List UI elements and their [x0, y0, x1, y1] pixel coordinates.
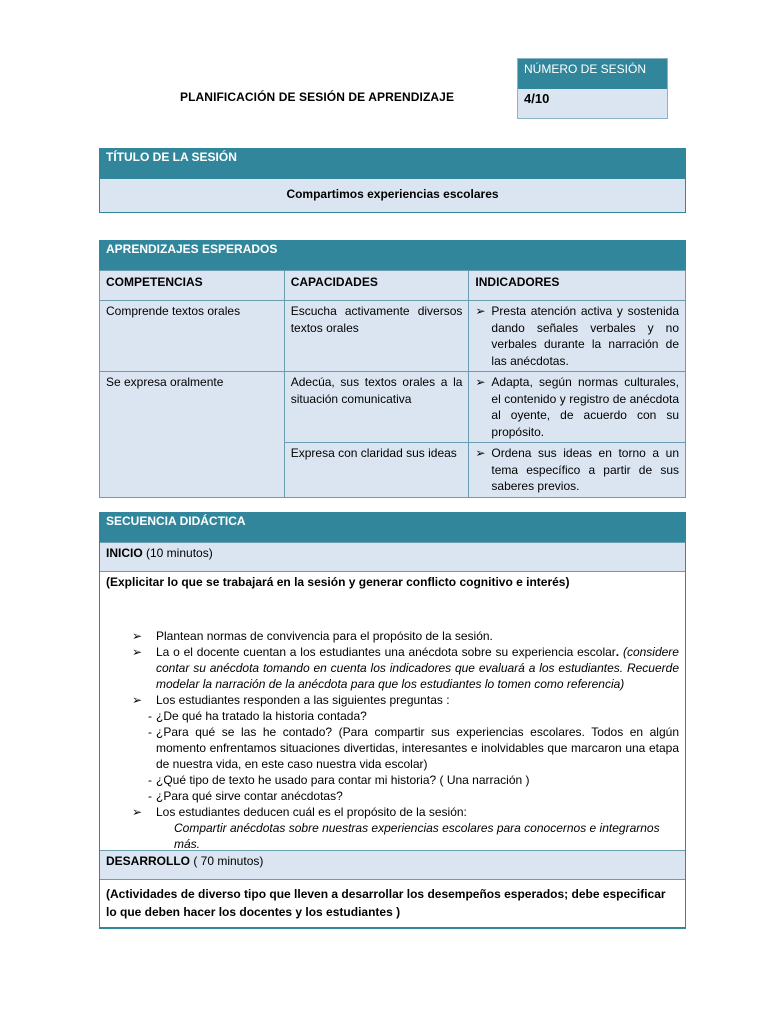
column-header-indicadores: INDICADORES	[469, 271, 686, 301]
session-title-section	[99, 148, 686, 213]
column-header-competencias: COMPETENCIAS	[100, 271, 285, 301]
inicio-label: INICIO	[106, 546, 143, 560]
arrow-bullet-icon: ➢	[475, 446, 486, 460]
document-title: PLANIFICACIÓN DE SESIÓN DE APRENDIZAJE	[180, 90, 455, 104]
question-item: - ¿Para qué se las he contado? (Para compartir sus experiencias escolares. Todos en algún momento enfrentamos situaciones divertidas, interesantes e inolvidables que marcaron una etapa de nuestra vida, en este caso nuestra vida escolar)	[148, 725, 679, 771]
session-title-header: TÍTULO DE LA SESIÓN	[100, 149, 685, 179]
arrow-bullet-icon: ➢	[132, 805, 143, 819]
arrow-bullet-icon: ➢	[475, 375, 486, 389]
table-row	[100, 301, 686, 372]
list-item: ➢ Plantean normas de convivencia para el propósito de la sesión.	[132, 629, 493, 643]
expected-learning-table	[99, 270, 686, 498]
arrow-bullet-icon: ➢	[132, 693, 143, 707]
capacidad-cell: Escucha activamente diversos textos orales	[284, 301, 469, 372]
expected-learning-section	[99, 240, 686, 498]
indicador-cell: ➢ Presta atención activa y sostenida dando señales verbales y no verbales durante la narración de las anécdotas.	[469, 301, 686, 372]
question-item: - ¿De qué ha tratado la historia contada?	[148, 709, 367, 723]
indicador-cell: ➢ Ordena sus ideas en torno a un tema específico a partir de sus saberes previos.	[469, 443, 686, 498]
didactic-sequence-section	[99, 512, 686, 929]
arrow-bullet-icon: ➢	[132, 645, 143, 659]
question-item: - ¿Para qué sirve contar anécdotas?	[148, 789, 343, 803]
capacidad-cell: Expresa con claridad sus ideas	[284, 443, 469, 498]
session-number-label: NÚMERO DE SESIÓN	[518, 59, 667, 89]
session-number-value: 4/10	[518, 89, 667, 118]
didactic-sequence-header: SECUENCIA DIDÁCTICA	[100, 513, 685, 542]
table-row	[100, 372, 686, 443]
table-header-row	[100, 271, 686, 301]
inicio-content	[100, 571, 685, 850]
list-item: ➢ Los estudiantes responden a las siguientes preguntas :	[132, 693, 450, 707]
session-title-value: Compartimos experiencias escolares	[100, 179, 685, 212]
session-number-box	[517, 58, 668, 119]
session-purpose: Compartir anécdotas sobre nuestras experiencias escolares para conocernos e integrarnos más.	[174, 821, 660, 851]
desarrollo-instruction: (Actividades de diverso tipo que lleven a desarrollar los desempeños esperados; debe especificar lo que deben hacer los docentes y los estudiantes )	[100, 879, 685, 923]
column-header-capacidades: CAPACIDADES	[284, 271, 469, 301]
arrow-bullet-icon: ➢	[475, 304, 486, 318]
competencia-cell: Se expresa oralmente	[100, 372, 285, 498]
arrow-bullet-icon: ➢	[132, 629, 143, 643]
desarrollo-label: DESARROLLO	[106, 854, 190, 868]
question-item: - ¿Qué tipo de texto he usado para contar mi historia? ( Una narración )	[148, 773, 530, 787]
indicador-cell: ➢ Adapta, según normas culturales, el contenido y registro de anécdota al oyente, de acuerdo con su propósito.	[469, 372, 686, 443]
inicio-band	[100, 542, 685, 571]
list-item: ➢ Los estudiantes deducen cuál es el propósito de la sesión:	[132, 805, 467, 819]
desarrollo-time: ( 70 minutos)	[190, 854, 264, 868]
expected-learning-header: APRENDIZAJES ESPERADOS	[99, 240, 686, 270]
inicio-instruction: (Explicitar lo que se trabajará en la sesión y generar conflicto cognitivo e interés)	[106, 575, 570, 589]
desarrollo-band	[100, 850, 685, 879]
capacidad-cell: Adecúa, sus textos orales a la situación comunicativa	[284, 372, 469, 443]
list-item: ➢ La o el docente cuentan a los estudiantes una anécdota sobre su experiencia escolar. (considere contar su anécdota tomando en cuenta los indicadores que evaluará a los estudiantes. Recuerde modelar la narración de la anécdota para que los estudiantes lo tomen como referencia)	[132, 645, 679, 691]
competencia-cell: Comprende textos orales	[100, 301, 285, 372]
inicio-time: (10 minutos)	[142, 546, 213, 560]
